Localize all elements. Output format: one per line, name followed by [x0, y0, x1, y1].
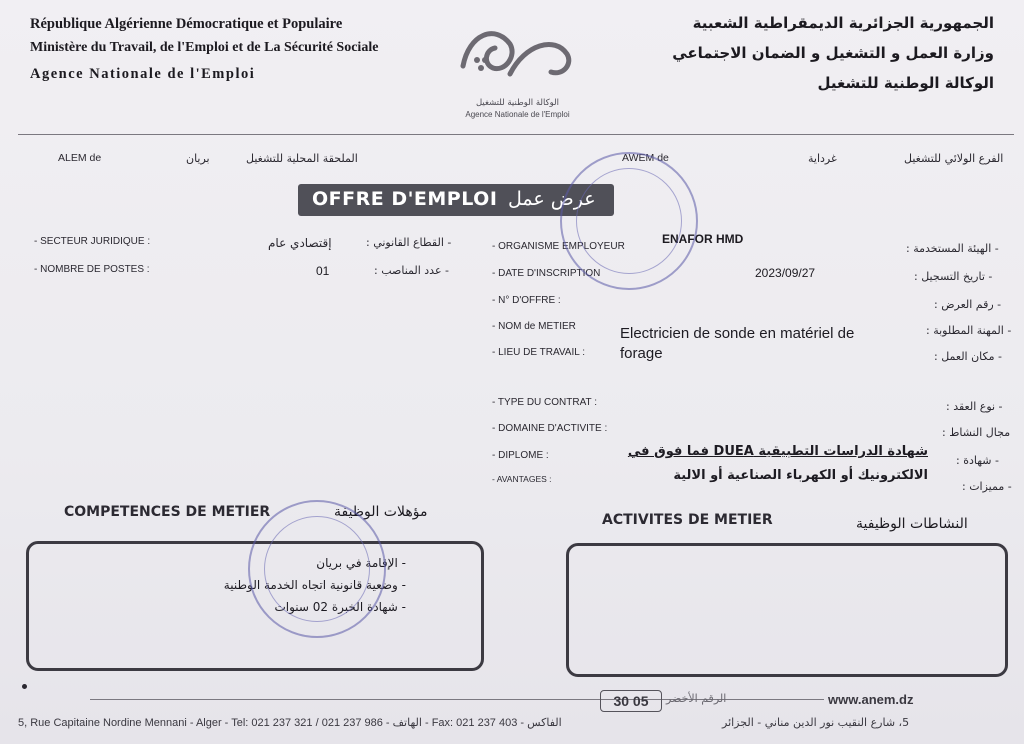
- header-fr-line1: République Algérienne Démocratique et Populaire: [30, 16, 343, 32]
- offer-title-fr: OFFRE D'EMPLOI: [312, 188, 498, 210]
- metier-label: - NOM de METIER: [492, 321, 576, 332]
- diplome-ar-label: - شهادة :: [956, 454, 999, 467]
- header-fr-line3: Agence Nationale de l'Emploi: [30, 66, 256, 82]
- date-value: 2023/09/27: [755, 266, 816, 280]
- secteur-value: إقتصادي عام: [268, 236, 332, 250]
- activites-title-fr: ACTIVITES DE METIER: [602, 512, 773, 528]
- green-number-label: الرقم الأخضر: [666, 692, 727, 705]
- website: www.anem.dz: [828, 692, 914, 707]
- domaine-ar-label: مجال النشاط :: [942, 426, 1011, 439]
- avantages-ar-label: - مميزات :: [962, 480, 1012, 493]
- competences-title-fr: COMPETENCES DE METIER: [64, 504, 271, 520]
- date-label: - DATE D'INSCRIPTION: [492, 268, 601, 279]
- metier-ar-label: - المهنة المطلوبة :: [926, 324, 1012, 337]
- avantages-label: - AVANTAGES :: [492, 474, 552, 484]
- competences-title-ar: مؤهلات الوظيفة: [334, 504, 428, 520]
- metier-value-line2: forage: [620, 345, 663, 362]
- postes-ar-label: - عدد المناصب :: [374, 264, 449, 277]
- footer-address-ar: 5، شارع النقيب نور الدين مناني - الجزائر: [722, 716, 910, 729]
- awem-label: AWEM de: [622, 152, 669, 164]
- header-ar-line2: وزارة العمل و التشغيل و الضمان الاجتماعي: [672, 44, 994, 62]
- competence-item: - الإقامة في بريان: [316, 556, 406, 570]
- official-stamp-top: [560, 152, 698, 290]
- awem-ar-label: الفرع الولائي للتشغيل: [904, 152, 1004, 165]
- diplome-label: - DIPLOME :: [492, 450, 549, 461]
- contrat-ar-label: - نوع العقد :: [946, 400, 1003, 413]
- postes-value: 01: [316, 264, 330, 278]
- offer-title-ar: عرض عمل: [508, 188, 596, 210]
- offre-label: - N° D'OFFRE :: [492, 295, 561, 306]
- secteur-ar-label: - القطاع القانوني :: [366, 236, 452, 249]
- activites-title-ar: النشاطات الوظيفية: [856, 516, 968, 532]
- official-stamp-bottom: [248, 500, 386, 638]
- anem-logo-icon: [455, 14, 580, 94]
- anem-logo: [455, 14, 580, 124]
- offre-ar-label: - رقم العرض :: [934, 298, 1002, 311]
- footer-address-fr: 5, Rue Capitaine Nordine Mennani - Alger - Tel: 021 237 321 / 021 237 986 - الهاتف - Fax: 021 237 403 - الفاكس: [18, 717, 562, 729]
- footer-dot: [22, 684, 27, 689]
- competence-item: - وضعية قانونية اتجاه الخدمة الوطنية: [223, 578, 406, 592]
- green-number-badge: 30 05: [600, 690, 662, 712]
- metier-value-line1: Electricien de sonde en matériel de: [620, 325, 855, 342]
- domaine-label: - DOMAINE D'ACTIVITE :: [492, 423, 608, 434]
- organisme-ar-label: - الهيئة المستخدمة :: [906, 242, 999, 255]
- logo-ar-text: الوكالة الوطنية للتشغيل: [476, 98, 559, 108]
- secteur-label: - SECTEUR JURIDIQUE :: [34, 236, 151, 247]
- header-ar-line3: الوكالة الوطنية للتشغيل: [817, 74, 994, 92]
- contrat-label: - TYPE DU CONTRAT :: [492, 397, 598, 408]
- lieu-label: - LIEU DE TRAVAIL :: [492, 347, 585, 358]
- alem-value: بريان: [186, 152, 210, 165]
- awem-value: غرداية: [808, 152, 837, 165]
- lieu-ar-label: - مكان العمل :: [934, 350, 1002, 363]
- diplome-value-line2: الالكترونيك أو الكهرباء الصناعية أو الالية: [673, 468, 928, 483]
- header-divider: [18, 134, 1014, 135]
- header-fr-line2: Ministère du Travail, de l'Emploi et de La Sécurité Sociale: [30, 40, 379, 55]
- diplome-value-line1: شهادة الدراسات التطبيقية DUEA فما فوق في: [627, 444, 928, 459]
- organisme-value: ENAFOR HMD: [662, 232, 744, 246]
- organisme-label: - ORGANISME EMPLOYEUR: [492, 241, 625, 252]
- logo-fr-text: Agence Nationale de l'Emploi: [465, 110, 570, 119]
- date-ar-label: - تاريخ التسجيل :: [914, 270, 993, 283]
- alem-label: ALEM de: [58, 152, 102, 164]
- competence-item: - شهادة الخبرة 02 سنوات: [274, 600, 406, 614]
- postes-label: - NOMBRE DE POSTES :: [34, 264, 150, 275]
- activites-box: [566, 543, 1008, 677]
- alem-ar-label: الملحقة المحلية للتشغيل: [246, 152, 358, 165]
- header-ar-line1: الجمهورية الجزائرية الديمقراطية الشعبية: [692, 14, 994, 32]
